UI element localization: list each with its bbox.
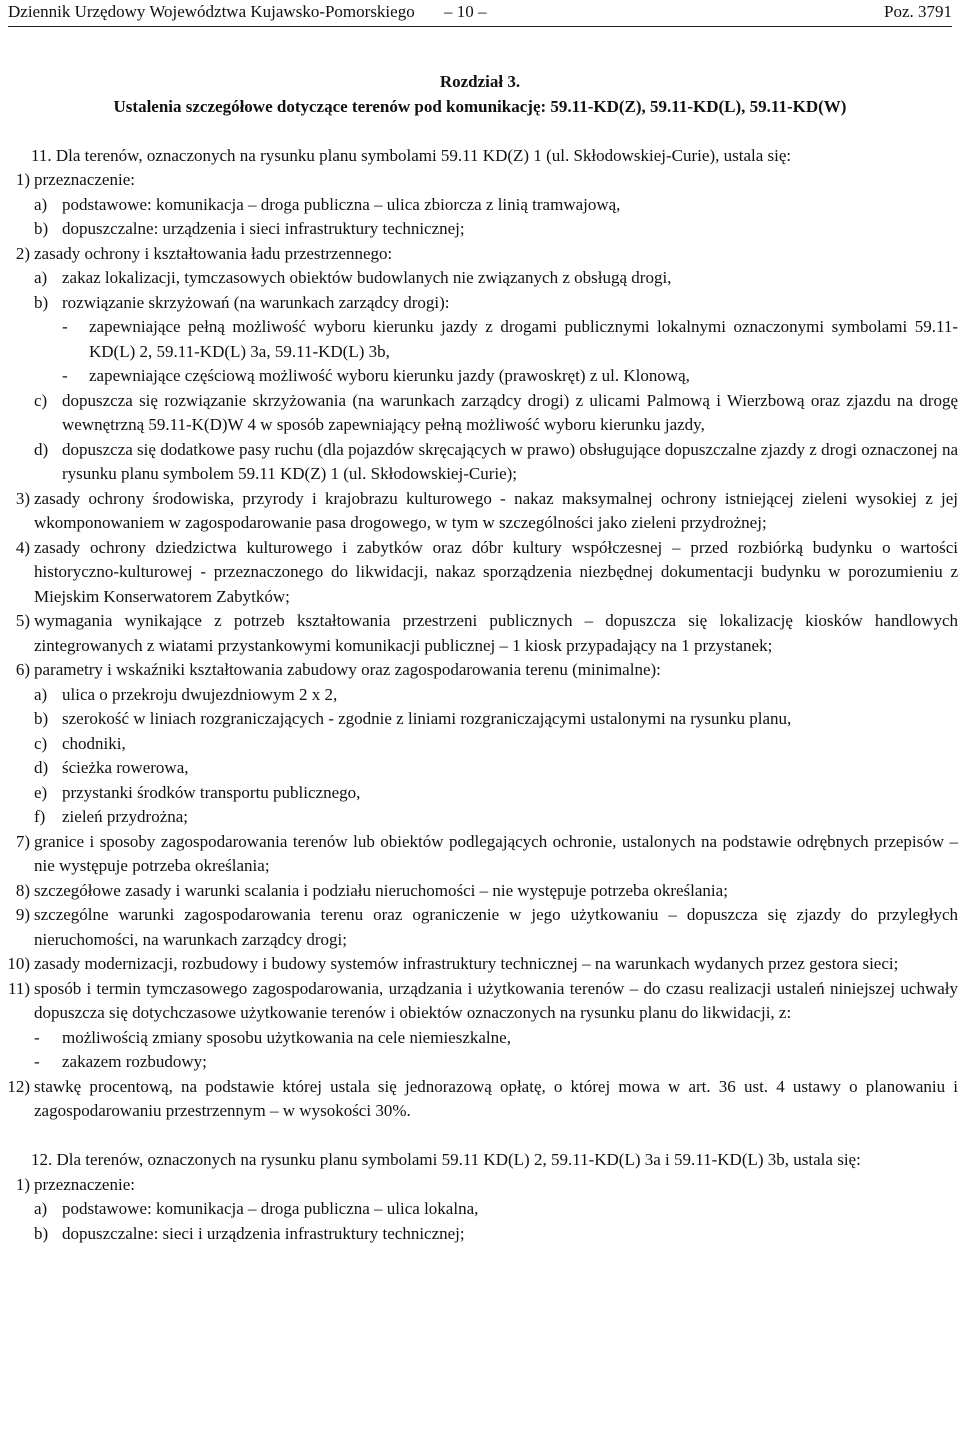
item-4: 4) zasady ochrony dziedzictwa kulturowego i zabytków oraz dóbr kultury współczesnej – przed rozbiórką budynku o wartości historyczno-kulturowej - przeznaczonego do likwidacji, nakaz sporządzenia niezbędnej dokumentacji budynku w porozumieniu z Miejskim Konserwatorem Zabytków; — [15, 537, 958, 606]
s12-item-1b: b) dopuszczalne: sieci i urządzenia infrastruktury technicznej; — [34, 1223, 465, 1243]
item-10: 10) zasady modernizacji, rozbudowy i budowy systemów infrastruktury technicznej – na warunkach wydanych przez gestora sieci; — [7, 954, 899, 973]
item-6f: f) zieleń przydrożna; — [34, 807, 189, 826]
item-7: 7) granice i sposoby zagospodarowania terenów lub obiektów podlegających ochronie, ustalonych na podstawie odrębnych przepisów – nie występuje potrzeba określania; — [15, 831, 958, 875]
item-2b: b) rozwiązanie skrzyżowań (na warunkach zarządcy drogi): — [34, 292, 450, 312]
spacer — [0, 1124, 960, 1149]
s12-item-1a: a) podstawowe: komunikacja – droga publiczna – ulica lokalna, — [34, 1199, 479, 1218]
item-11-dash-2: - zakazem rozbudowy; — [34, 1052, 207, 1071]
item-12: 12) stawkę procentową, na podstawie której ustala się jednorazową opłatę, o której mowa w art. 36 ust. 4 ustawy o planowaniu i zagospodarowaniu przestrzennym – w wysokości 30%. — [7, 1076, 958, 1120]
item-1: 1) przeznaczenie: — [15, 170, 135, 189]
item-6a: a) ulica o przekroju dwujezdniowym 2 x 2, — [34, 684, 338, 704]
chapter-subtitle: Ustalenia szczegółowe dotyczące terenów pod komunikację: 59.11-KD(Z), 59.11-KD(L), 59.11-KD(W) — [113, 96, 847, 116]
item-11: 11) sposób i termin tymczasowego zagospodarowania, urządzania i użytkowania terenów – do czasu realizacji ustaleń niniejszej uchwały dopuszcza się dotychczasowe użytkowanie terenów i obiektów oznaczonych na rysunku planu do likwidacji, z: — [7, 978, 958, 1022]
header-rule — [8, 26, 952, 27]
item-6e: e) przystanki środków transportu publicznego, — [34, 782, 361, 802]
item-1b: b) dopuszczalne: urządzenia i sieci infrastruktury technicznej; — [34, 219, 465, 238]
item-1a: a) podstawowe: komunikacja – droga publiczna – ulica zbiorcza z linią tramwajową, — [34, 194, 621, 214]
item-2a: a) zakaz lokalizacji, tymczasowych obiektów budowlanych nie związanych z obsługą drogi, — [34, 268, 672, 287]
item-6d: d) ścieżka rowerowa, — [34, 758, 189, 777]
item-5: 5) wymagania wynikające z potrzeb kształtowania przestrzeni publicznych – dopuszcza się lokalizację kiosków handlowych zintegrowanych z wiatami przystankowymi komunikacji publicznej – 1 kiosk przypadający na 1 przystanek; — [15, 611, 958, 655]
page-header — [8, 0, 952, 26]
item-11-dash-1: - możliwością zmiany sposobu użytkowania na cele niemieszkalne, — [34, 1027, 511, 1047]
item-8: 8) szczegółowe zasady i warunki scalania i podziału nieruchomości – nie występuje potrzeba określania; — [15, 880, 728, 900]
chapter-title: Rozdział 3. — [439, 72, 521, 91]
item-6b: b) szerokość w liniach rozgraniczających - zgodnie z liniami rozgraniczającymi ustalonymi na rysunku planu, — [34, 709, 792, 728]
s12-item-1: 1) przeznaczenie: — [15, 1174, 135, 1194]
item-2b-dash-1: - zapewniające pełną możliwość wyboru kierunku jazdy z drogami publicznymi lokalnymi oznaczonymi symbolami 59.11-KD(L) 2, 59.11-KD(L) 3a, 59.11-KD(L) 3b, — [62, 317, 958, 361]
header-journal-title: Dziennik Urzędowy Województwa Kujawsko-Pomorskiego — [8, 2, 415, 21]
item-6c: c) chodniki, — [34, 733, 126, 753]
header-position: Poz. 3791 — [884, 2, 952, 21]
item-3: 3) zasady ochrony środowiska, przyrody i krajobrazu kulturowego - nakaz maksymalnej ochrony istniejącej zieleni wysokiej z jej wkomponowaniem w zagospodarowanie pasa drogowego, w tym w szczególności jako zieleni przydrożnej; — [15, 488, 958, 532]
item-2: 2) zasady ochrony i kształtowania ładu przestrzennego: — [15, 243, 393, 263]
item-2c: c) dopuszcza się rozwiązanie skrzyżowania (na warunkach zarządcy drogi) z ulicami Palmową i Wierzbową oraz zjazdu na drogę wewnętrzną 59.11-K(D)W 4 w sposób zapewniający pełną możliwość wyboru kierunku jazdy, — [34, 390, 958, 434]
section-12-intro: 12. Dla terenów, oznaczonych na rysunku planu symbolami 59.11 KD(L) 2, 59.11-KD(L) 3a i 59.11-KD(L) 3b, ustala się: — [31, 1150, 861, 1169]
item-2b-dash-2: - zapewniające częściową możliwość wyboru kierunku jazdy (prawoskręt) z ul. Klonową, — [62, 366, 690, 385]
document-body — [0, 70, 960, 1246]
header-page-number: – 10 – — [444, 2, 487, 21]
item-2d: d) dopuszcza się dodatkowe pasy ruchu (dla pojazdów skręcających w prawo) obsługujące dopuszczalne zjazdy z drogi oznaczonej na rysunku planu symbolem 59.11 KD(Z) 1 (ul. Skłodowskiej-Curie); — [34, 439, 958, 483]
item-6: 6) parametry i wskaźniki kształtowania zabudowy oraz zagospodarowania terenu (minimalne): — [15, 660, 661, 679]
spacer — [0, 119, 960, 144]
item-9: 9) szczególne warunki zagospodarowania terenu oraz ograniczenie w jego użytkowaniu – dopuszcza się zjazdy do przyległych nieruchomości, na warunkach zarządcy drogi; — [15, 905, 958, 949]
section-11-intro: 11. Dla terenów, oznaczonych na rysunku planu symbolami 59.11 KD(Z) 1 (ul. Skłodowskiej-Curie), ustala się: — [31, 145, 792, 165]
